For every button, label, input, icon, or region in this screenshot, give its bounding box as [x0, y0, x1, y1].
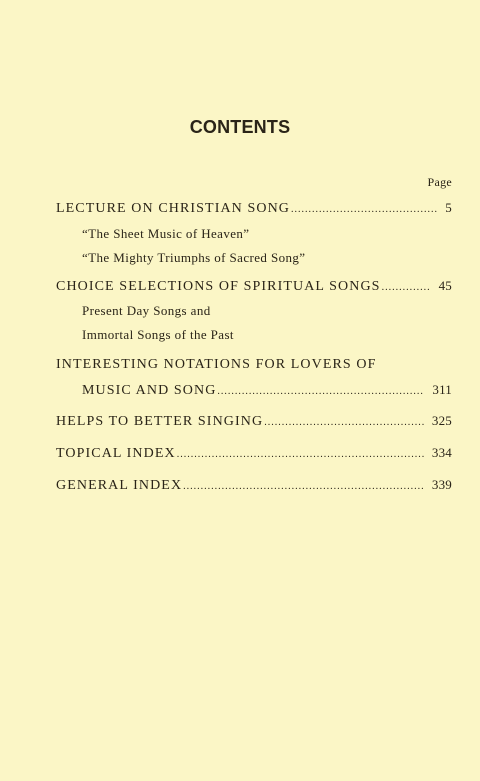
- toc-entry-label: MUSIC AND SONG: [82, 383, 217, 398]
- toc-entry: [56, 200, 452, 217]
- toc-subentry: Present Day Songs and: [82, 303, 211, 318]
- toc-entry-page: 334: [431, 445, 452, 460]
- toc-entry-label: TOPICAL INDEX: [56, 446, 176, 461]
- toc-entry-label: LECTURE ON CHRISTIAN SONG: [56, 201, 290, 216]
- toc-entry-label: GENERAL INDEX: [56, 478, 183, 493]
- toc-entry-label: CHOICE SELECTIONS OF SPIRITUAL SONGS: [56, 279, 381, 294]
- dot-leader: [217, 386, 424, 397]
- toc-entry-label: HELPS TO BETTER SINGING: [56, 414, 264, 429]
- toc-subentry: “The Mighty Triumphs of Sacred Song”: [82, 250, 306, 265]
- dot-leader: [382, 282, 431, 293]
- toc-entry: [56, 278, 452, 295]
- toc-entry-page: 325: [431, 413, 452, 428]
- toc-entry-page: 5: [445, 200, 452, 215]
- toc-entry: [82, 382, 452, 399]
- toc-entry-page: 339: [431, 477, 452, 492]
- toc-subentry: “The Sheet Music of Heaven”: [82, 226, 250, 241]
- toc-entry-page: 311: [432, 382, 452, 397]
- toc-subentry: Immortal Songs of the Past: [82, 327, 234, 342]
- dot-leader: [264, 417, 424, 428]
- dot-leader: [183, 481, 424, 492]
- toc-entry: [56, 445, 452, 462]
- page-column-header: Page: [427, 175, 452, 189]
- dot-leader: [177, 449, 424, 460]
- toc-entry-page: 45: [438, 278, 452, 293]
- toc-entry-heading: INTERESTING NOTATIONS FOR LOVERS OF: [56, 357, 377, 372]
- toc-entry: [56, 477, 452, 494]
- toc-entry: [56, 413, 452, 430]
- page-title: CONTENTS: [189, 117, 291, 137]
- dot-leader: [291, 204, 437, 215]
